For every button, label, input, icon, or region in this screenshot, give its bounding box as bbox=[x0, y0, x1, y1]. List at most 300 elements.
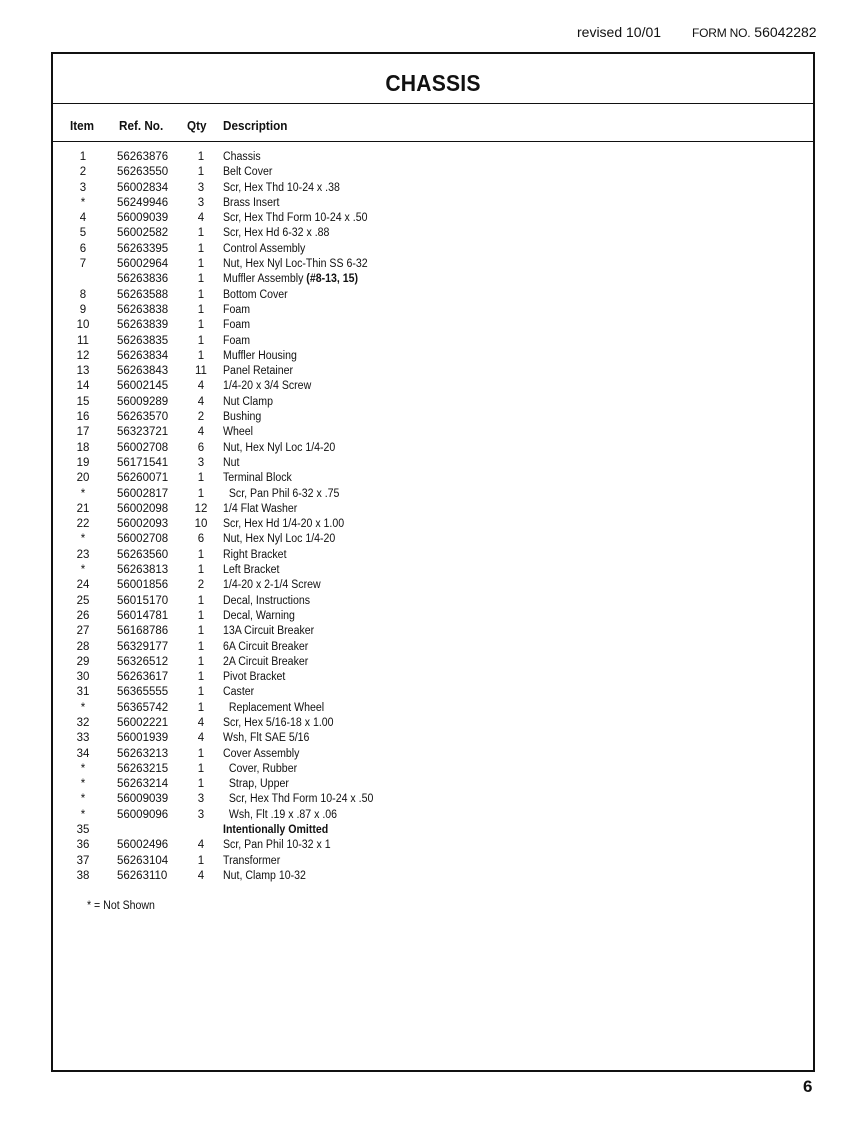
description-text: Decal, Instructions bbox=[223, 594, 311, 607]
description bbox=[223, 624, 314, 639]
description bbox=[223, 716, 334, 731]
ref-number: 56326512 bbox=[117, 655, 169, 668]
ref-number: 56002098 bbox=[117, 502, 169, 515]
ref-number: 56263617 bbox=[117, 671, 169, 684]
ref-number: 56002708 bbox=[117, 533, 169, 546]
description bbox=[223, 288, 288, 303]
table-row bbox=[53, 471, 813, 486]
table-row bbox=[53, 701, 813, 716]
description bbox=[223, 762, 297, 777]
description bbox=[223, 456, 239, 471]
description-text: 1/4 Flat Washer bbox=[223, 502, 298, 515]
quantity: 1 bbox=[197, 303, 205, 316]
item-number: 9 bbox=[79, 303, 87, 316]
footnote: * = Not Shown bbox=[87, 900, 155, 912]
item-number: * bbox=[80, 778, 86, 791]
ref-number: 56002582 bbox=[117, 227, 169, 240]
description-text: Scr, Hex 5/16-18 x 1.00 bbox=[223, 716, 334, 729]
description-text: Cover Assembly bbox=[223, 747, 300, 760]
ref-number: 56002496 bbox=[117, 839, 169, 852]
item-number: * bbox=[80, 808, 86, 821]
table-row bbox=[53, 594, 813, 609]
column-header-qty: Qty bbox=[187, 118, 207, 133]
item-number: 11 bbox=[77, 334, 89, 347]
quantity: 3 bbox=[197, 808, 205, 821]
ref-number: 56263395 bbox=[117, 242, 169, 255]
description bbox=[223, 303, 250, 318]
item-number: 28 bbox=[76, 640, 90, 653]
ref-number: 56249946 bbox=[117, 196, 169, 209]
description bbox=[223, 777, 289, 792]
column-header-item: Item bbox=[70, 118, 95, 133]
table-row bbox=[53, 685, 813, 700]
description-text: Pivot Bracket bbox=[223, 671, 286, 684]
description-bold-text: (#8-13, 15) bbox=[306, 273, 359, 286]
table-row bbox=[53, 869, 813, 884]
description-text: Terminal Block bbox=[223, 472, 292, 485]
description-text: Nut, Hex Nyl Loc 1/4-20 bbox=[223, 441, 336, 454]
table-row bbox=[53, 349, 813, 364]
description-text: Wsh, Flt SAE 5/16 bbox=[223, 732, 310, 745]
table-row bbox=[53, 716, 813, 731]
table-row bbox=[53, 502, 813, 517]
table-row bbox=[53, 578, 813, 593]
item-number: * bbox=[80, 487, 86, 500]
quantity: 6 bbox=[197, 441, 205, 454]
description bbox=[223, 517, 344, 532]
quantity: 1 bbox=[197, 151, 205, 163]
table-row bbox=[53, 410, 813, 425]
description-text: Decal, Warning bbox=[223, 609, 295, 622]
ref-number: 56002145 bbox=[117, 380, 169, 393]
ref-number: 56263813 bbox=[117, 564, 169, 577]
description bbox=[223, 823, 328, 838]
ref-number: 56001856 bbox=[117, 579, 169, 592]
table-row bbox=[53, 731, 813, 746]
description bbox=[223, 747, 299, 762]
ref-number: 56171541 bbox=[117, 456, 169, 469]
table-row bbox=[53, 747, 813, 762]
table-row bbox=[53, 150, 813, 165]
ref-number: 56263588 bbox=[117, 288, 169, 301]
table-row bbox=[53, 441, 813, 456]
description-text: Muffler Housing bbox=[223, 349, 297, 362]
description bbox=[223, 854, 280, 869]
quantity: 12 bbox=[194, 502, 208, 515]
quantity: 1 bbox=[197, 487, 205, 500]
table-row bbox=[53, 165, 813, 180]
description bbox=[223, 532, 335, 547]
quantity: 4 bbox=[197, 839, 205, 852]
item-number: 26 bbox=[76, 609, 90, 622]
form-number-value: 56042282 bbox=[754, 24, 817, 40]
quantity: 1 bbox=[197, 640, 205, 653]
item-number: * bbox=[80, 533, 86, 546]
item-number: 38 bbox=[76, 869, 90, 882]
table-row bbox=[53, 196, 813, 211]
quantity: 4 bbox=[197, 732, 205, 745]
parts-list-frame bbox=[51, 52, 815, 1072]
table-row bbox=[53, 242, 813, 257]
table-row bbox=[53, 532, 813, 547]
table-row bbox=[53, 456, 813, 471]
item-number: 8 bbox=[79, 288, 87, 301]
table-row bbox=[53, 808, 813, 823]
quantity: 1 bbox=[197, 686, 205, 699]
description bbox=[223, 808, 337, 823]
description bbox=[223, 640, 308, 655]
item-number: 17 bbox=[76, 426, 90, 439]
item-number: 27 bbox=[76, 625, 90, 638]
quantity: 4 bbox=[197, 212, 205, 225]
column-header-ref: Ref. No. bbox=[119, 118, 164, 133]
item-number: 37 bbox=[76, 854, 90, 867]
description-text: Wheel bbox=[223, 426, 254, 439]
item-number: 14 bbox=[76, 380, 90, 393]
ref-number: 56002834 bbox=[117, 181, 169, 194]
ref-number: 56263838 bbox=[117, 303, 169, 316]
quantity: 1 bbox=[197, 273, 205, 286]
item-number: * bbox=[80, 762, 86, 775]
quantity: 1 bbox=[197, 747, 205, 760]
item-number: 24 bbox=[76, 579, 90, 592]
parts-table bbox=[53, 150, 813, 884]
table-row bbox=[53, 624, 813, 639]
quantity: 1 bbox=[197, 564, 205, 577]
quantity: 3 bbox=[197, 181, 205, 194]
quantity: 1 bbox=[197, 242, 205, 255]
description-text: Scr, Pan Phil 10-32 x 1 bbox=[223, 839, 331, 852]
quantity: 4 bbox=[197, 716, 205, 729]
description bbox=[223, 578, 321, 593]
item-number: 12 bbox=[76, 349, 90, 362]
description-text: Bushing bbox=[223, 411, 262, 424]
item-number: 21 bbox=[76, 502, 90, 515]
description-text: Nut Clamp bbox=[223, 395, 273, 408]
quantity: 1 bbox=[197, 594, 205, 607]
description-text: 1/4-20 x 3/4 Screw bbox=[223, 380, 312, 393]
item-number: 18 bbox=[76, 441, 90, 454]
ref-number: 56002964 bbox=[117, 258, 169, 271]
quantity: 1 bbox=[197, 334, 205, 347]
description bbox=[223, 731, 309, 746]
item-number: * bbox=[80, 196, 86, 209]
description-text: Scr, Hex Hd 1/4-20 x 1.00 bbox=[223, 518, 345, 531]
form-number-label: FORM NO. bbox=[692, 26, 751, 40]
page-title: CHASSIS bbox=[385, 70, 481, 96]
description bbox=[223, 609, 295, 624]
table-row bbox=[53, 762, 813, 777]
quantity: 1 bbox=[197, 625, 205, 638]
item-number: 7 bbox=[79, 258, 87, 271]
description-text: Scr, Pan Phil 6-32 x .75 bbox=[223, 487, 340, 500]
description-text: Scr, Hex Thd Form 10-24 x .50 bbox=[223, 793, 374, 806]
item-number: 25 bbox=[76, 594, 90, 607]
title-divider bbox=[53, 103, 813, 104]
item-number: 16 bbox=[76, 411, 90, 424]
description bbox=[223, 364, 293, 379]
item-number: 33 bbox=[76, 732, 90, 745]
description bbox=[223, 670, 285, 685]
ref-number: 56263834 bbox=[117, 349, 169, 362]
table-row bbox=[53, 854, 813, 869]
description bbox=[223, 272, 358, 287]
ref-number: 56015170 bbox=[117, 594, 169, 607]
description-text: Transformer bbox=[223, 854, 281, 867]
table-row bbox=[53, 226, 813, 241]
description bbox=[223, 685, 254, 700]
description bbox=[223, 548, 287, 563]
quantity: 1 bbox=[197, 671, 205, 684]
table-row bbox=[53, 823, 813, 838]
table-row bbox=[53, 777, 813, 792]
item-number: 30 bbox=[76, 671, 90, 684]
ref-number: 56365555 bbox=[117, 686, 169, 699]
description bbox=[223, 502, 297, 517]
ref-number: 56263550 bbox=[117, 166, 169, 179]
ref-number: 56263110 bbox=[117, 869, 168, 882]
description-text: Left Bracket bbox=[223, 564, 280, 577]
quantity: 4 bbox=[197, 395, 205, 408]
header-divider bbox=[53, 141, 813, 142]
quantity: 1 bbox=[197, 701, 205, 714]
ref-number: 56009039 bbox=[117, 212, 169, 225]
description-text: Bottom Cover bbox=[223, 288, 288, 301]
description bbox=[223, 655, 308, 670]
ref-number: 56263104 bbox=[117, 854, 169, 867]
item-number: 29 bbox=[76, 655, 90, 668]
ref-number: 56001939 bbox=[117, 732, 169, 745]
description bbox=[223, 349, 297, 364]
ref-number: 56002221 bbox=[117, 716, 169, 729]
description bbox=[223, 594, 310, 609]
description-text: Belt Cover bbox=[223, 166, 273, 179]
quantity: 10 bbox=[194, 518, 208, 531]
ref-number: 56323721 bbox=[117, 426, 169, 439]
description bbox=[223, 196, 279, 211]
item-number: * bbox=[80, 793, 86, 806]
item-number: * bbox=[80, 564, 86, 577]
description-text: Muffler Assembly bbox=[223, 273, 307, 286]
table-row bbox=[53, 379, 813, 394]
quantity: 1 bbox=[197, 288, 205, 301]
description-text: Panel Retainer bbox=[223, 365, 293, 378]
quantity: 1 bbox=[197, 655, 205, 668]
quantity: 11 bbox=[195, 365, 207, 378]
item-number: 6 bbox=[79, 242, 87, 255]
quantity: 3 bbox=[197, 456, 205, 469]
item-number: 36 bbox=[76, 839, 90, 852]
ref-number: 56263835 bbox=[117, 334, 169, 347]
ref-number: 56263836 bbox=[117, 273, 169, 286]
item-number: 35 bbox=[76, 824, 90, 837]
item-number: 19 bbox=[76, 456, 90, 469]
item-number: 4 bbox=[79, 212, 87, 225]
quantity: 1 bbox=[197, 762, 205, 775]
description-text: Foam bbox=[223, 334, 251, 347]
description-text: Nut, Hex Nyl Loc-Thin SS 6-32 bbox=[223, 258, 368, 271]
description bbox=[223, 257, 368, 272]
description-text: Nut, Hex Nyl Loc 1/4-20 bbox=[223, 533, 336, 546]
description-text: Wsh, Flt .19 x .87 x .06 bbox=[223, 808, 338, 821]
description bbox=[223, 441, 335, 456]
column-header-description: Description bbox=[223, 118, 288, 133]
item-number: 31 bbox=[76, 686, 90, 699]
description-text: 13A Circuit Breaker bbox=[223, 625, 315, 638]
table-row bbox=[53, 609, 813, 624]
ref-number: 56263215 bbox=[117, 762, 169, 775]
ref-number: 56014781 bbox=[117, 609, 169, 622]
description bbox=[223, 471, 292, 486]
description bbox=[223, 334, 250, 349]
table-row bbox=[53, 334, 813, 349]
item-number: 2 bbox=[79, 166, 87, 179]
table-row bbox=[53, 425, 813, 440]
quantity: 1 bbox=[197, 548, 205, 561]
description-text: Scr, Hex Thd Form 10-24 x .50 bbox=[223, 212, 368, 225]
ref-number: 56263560 bbox=[117, 548, 169, 561]
quantity: 3 bbox=[197, 793, 205, 806]
description-text: 1/4-20 x 2-1/4 Screw bbox=[223, 579, 321, 592]
table-row bbox=[53, 318, 813, 333]
ref-number: 56263843 bbox=[117, 365, 169, 378]
description-text: Foam bbox=[223, 319, 251, 332]
quantity: 6 bbox=[197, 533, 205, 546]
item-number: 22 bbox=[76, 518, 90, 531]
quantity: 3 bbox=[197, 196, 205, 209]
quantity: 2 bbox=[197, 579, 205, 592]
description bbox=[223, 165, 272, 180]
table-row bbox=[53, 670, 813, 685]
item-number: 10 bbox=[76, 319, 90, 332]
description bbox=[223, 242, 305, 257]
description-text: Chassis bbox=[223, 151, 261, 163]
quantity: 4 bbox=[197, 869, 205, 882]
description-text: Strap, Upper bbox=[223, 778, 289, 791]
description-text: 2A Circuit Breaker bbox=[223, 655, 309, 668]
ref-number: 56263214 bbox=[117, 778, 169, 791]
description bbox=[223, 838, 331, 853]
table-row bbox=[53, 640, 813, 655]
ref-number: 56263213 bbox=[117, 747, 169, 760]
table-row bbox=[53, 181, 813, 196]
page-number: 6 bbox=[803, 1077, 813, 1096]
description-text: Brass Insert bbox=[223, 196, 280, 209]
description-text: Cover, Rubber bbox=[223, 762, 298, 775]
description-text: 6A Circuit Breaker bbox=[223, 640, 309, 653]
description-text: Right Bracket bbox=[223, 548, 287, 561]
table-row bbox=[53, 395, 813, 410]
description-text: Replacement Wheel bbox=[223, 701, 325, 714]
description bbox=[223, 379, 311, 394]
item-number: 5 bbox=[79, 227, 87, 240]
ref-number: 56365742 bbox=[117, 701, 169, 714]
quantity: 2 bbox=[197, 411, 205, 424]
description bbox=[223, 487, 339, 502]
description bbox=[223, 425, 253, 440]
description-text: Scr, Hex Thd 10-24 x .38 bbox=[223, 181, 340, 194]
form-number bbox=[692, 24, 817, 40]
description-bold-text: Intentionally Omitted bbox=[223, 824, 329, 837]
item-number: 15 bbox=[76, 395, 90, 408]
table-row bbox=[53, 487, 813, 502]
description bbox=[223, 150, 261, 165]
quantity: 1 bbox=[197, 472, 205, 485]
quantity: 1 bbox=[197, 854, 205, 867]
description bbox=[223, 395, 273, 410]
item-number: * bbox=[80, 701, 86, 714]
description bbox=[223, 181, 340, 196]
quantity: 1 bbox=[197, 609, 205, 622]
item-number: 13 bbox=[76, 365, 90, 378]
description bbox=[223, 211, 367, 226]
ref-number: 56263839 bbox=[117, 319, 169, 332]
description bbox=[223, 701, 324, 716]
quantity: 1 bbox=[197, 319, 205, 332]
item-number: 34 bbox=[76, 747, 90, 760]
quantity: 4 bbox=[197, 426, 205, 439]
description bbox=[223, 318, 250, 333]
description bbox=[223, 792, 373, 807]
description-text: Caster bbox=[223, 686, 255, 699]
table-row bbox=[53, 792, 813, 807]
quantity: 1 bbox=[197, 227, 205, 240]
ref-number: 56002817 bbox=[117, 487, 169, 500]
quantity: 1 bbox=[197, 166, 205, 179]
table-row bbox=[53, 655, 813, 670]
revision-date: revised 10/01 bbox=[577, 24, 662, 40]
table-row bbox=[53, 257, 813, 272]
ref-number: 56263876 bbox=[117, 151, 169, 163]
quantity: 1 bbox=[197, 349, 205, 362]
table-row bbox=[53, 303, 813, 318]
ref-number: 56002093 bbox=[117, 518, 169, 531]
ref-number: 56263570 bbox=[117, 411, 169, 424]
description-text: Control Assembly bbox=[223, 242, 306, 255]
quantity: 1 bbox=[197, 258, 205, 271]
item-number: 3 bbox=[79, 181, 87, 194]
table-row bbox=[53, 548, 813, 563]
item-number: 20 bbox=[76, 472, 90, 485]
description bbox=[223, 869, 306, 884]
ref-number: 56168786 bbox=[117, 625, 169, 638]
quantity: 4 bbox=[197, 380, 205, 393]
table-row bbox=[53, 364, 813, 379]
quantity: 1 bbox=[197, 778, 205, 791]
table-row bbox=[53, 563, 813, 578]
ref-number: 56009096 bbox=[117, 808, 169, 821]
description bbox=[223, 410, 261, 425]
ref-number: 56002708 bbox=[117, 441, 169, 454]
description-text: Foam bbox=[223, 303, 251, 316]
description bbox=[223, 563, 279, 578]
description-text: Scr, Hex Hd 6-32 x .88 bbox=[223, 227, 330, 240]
ref-number: 56260071 bbox=[117, 472, 169, 485]
item-number: 23 bbox=[76, 548, 90, 561]
table-row bbox=[53, 272, 813, 287]
ref-number: 56009039 bbox=[117, 793, 169, 806]
description-text: Nut bbox=[223, 456, 240, 469]
table-row bbox=[53, 838, 813, 853]
table-row bbox=[53, 288, 813, 303]
ref-number: 56009289 bbox=[117, 395, 169, 408]
item-number: 32 bbox=[76, 716, 90, 729]
table-row bbox=[53, 211, 813, 226]
description-text: Nut, Clamp 10-32 bbox=[223, 869, 306, 882]
ref-number: 56329177 bbox=[117, 640, 169, 653]
item-number: 1 bbox=[79, 151, 87, 163]
table-row bbox=[53, 517, 813, 532]
